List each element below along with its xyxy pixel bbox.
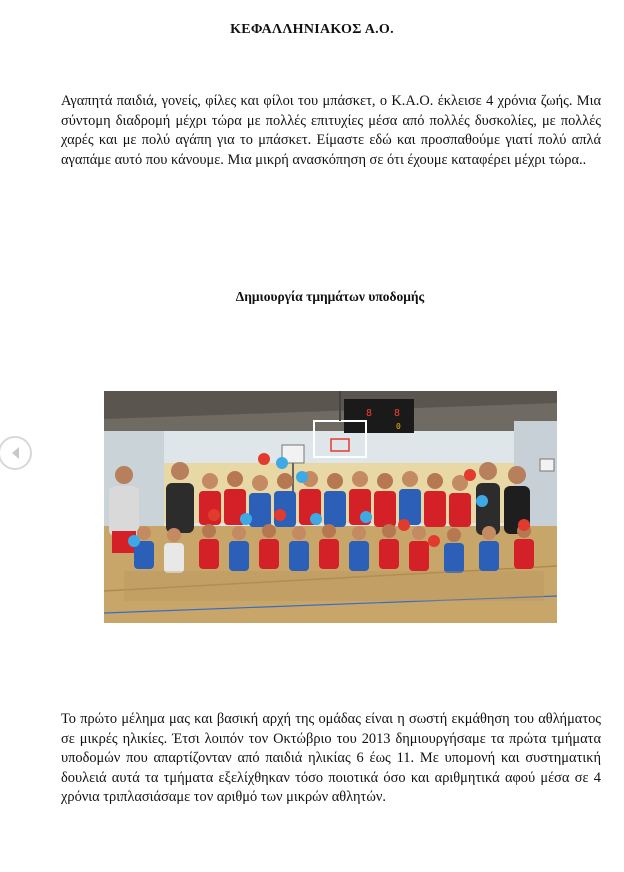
basketball-hoop-right [540,459,554,471]
previous-page-button[interactable] [0,436,32,470]
page-title: ΚΕΦΑΛΛΗΝΙΑΚΟΣ Α.Ο. [230,22,394,37]
scoreboard-home: 8 [366,408,373,419]
scoreboard-away: 8 [394,408,401,419]
scoreboard [344,399,414,433]
intro-paragraph: Αγαπητά παιδιά, γονείς, φίλες και φίλοι του μπάσκετ, ο Κ.Α.Ο. έκλεισε 4 χρόνια ζωής. Μια σύντομη διαδρομή μέχρι τώρα με πολλές επιτυχίες μέσα από πολλές δυσκολίες, με πολλές χαρές και με πολύ αγάπη για το μπάσκετ. Είμαστε εδώ και προσπαθούμε γιατί πολύ απλά αγαπάμε αυτό που κάνουμε. Μια μικρή ανασκόπηση σε ότι έχουμε καταφέρει μέχρι τώρα.. [61,93,601,168]
section-heading: Δημιουργία τμημάτων υποδομής [235,289,425,304]
scoreboard-period: 0 [396,422,401,431]
body-paragraph: Το πρώτο μέλημα μας και βασική αρχή της ομάδας είναι η σωστή εκμάθηση του αθλήματος σε μικρές ηλικίες. Έτσι λοιπόν τον Οκτώβριο του 2013 δημιουργήσαμε τα πρώτα τμήματα υποδομών που απαρτίζονταν από παιδιά ηλικίας 6 έως 11. Με υπομονή και συστηματική δουλειά αυτά τα τμήματα εξελίχθηκαν τόσο ποιοτικά όσο και αριθμητικά αφού μέσα σε 4 χρόνια τριπλασιάσαμε τον αριθμό των μικρών αθλητών. [61,711,601,806]
chevron-left-icon [9,446,23,460]
team-photo [104,391,557,623]
